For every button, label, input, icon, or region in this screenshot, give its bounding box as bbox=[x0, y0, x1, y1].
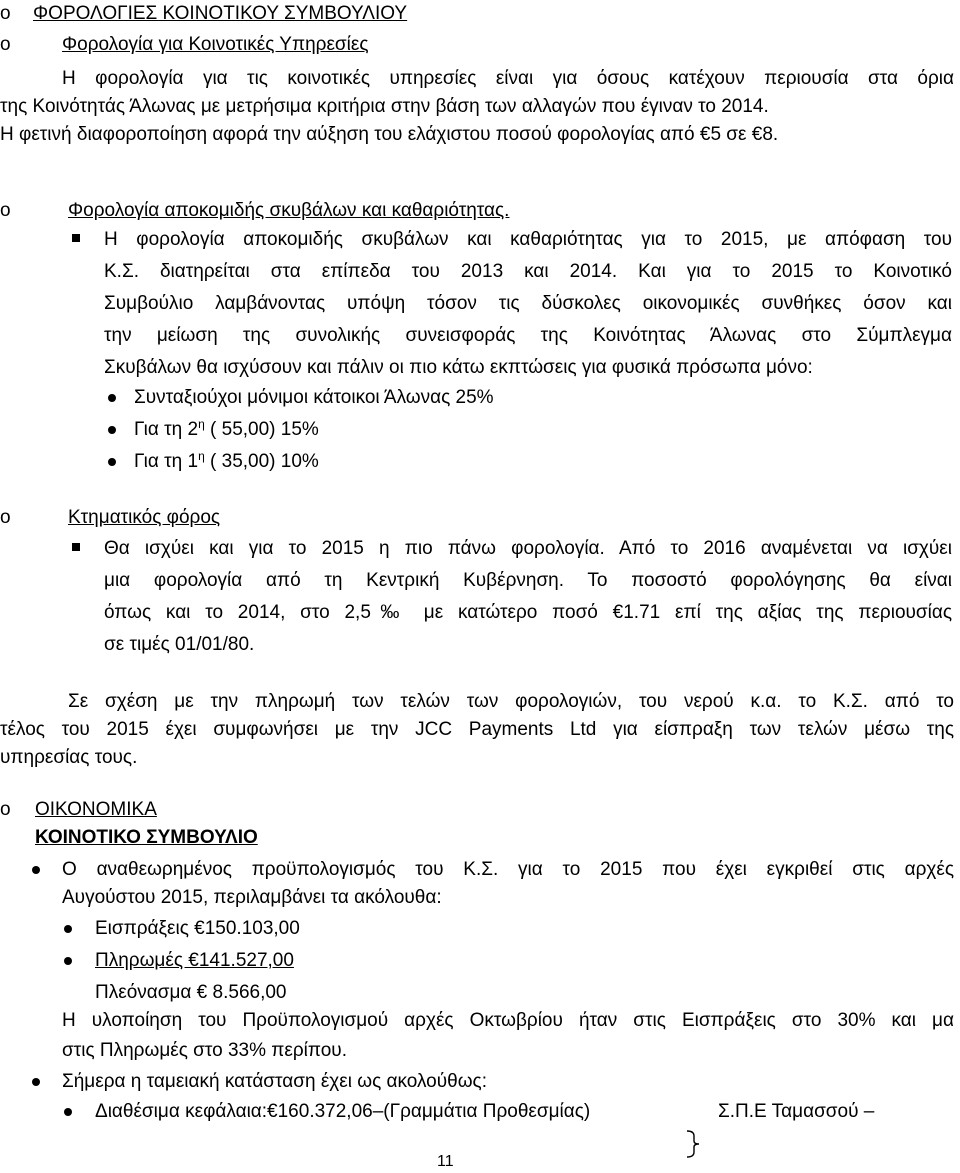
square-bullet-icon bbox=[72, 543, 80, 551]
list-marker: o bbox=[0, 200, 11, 221]
bullet-icon bbox=[64, 925, 72, 933]
subheading-community-services: Φορολογία για Κοινοτικές Υπηρεσίες bbox=[62, 34, 369, 55]
bullet-icon bbox=[108, 458, 116, 466]
bullet-icon bbox=[32, 1078, 40, 1086]
paragraph-line: Ο αναθεωρημένος προϋπολογισμός του Κ.Σ. για το 2015 που έχει εγκριθεί στις αρχές bbox=[62, 859, 954, 880]
section-heading-taxes: ΦΟΡΟΛΟΓΙΕΣ ΚΟΙΝΟΤΙΚΟΥ ΣΥΜΒΟΥΛΙΟΥ bbox=[33, 3, 408, 24]
subheading-waste-collection: Φορολογία αποκομιδής σκυβάλων και καθαριότητας. bbox=[68, 200, 510, 221]
curly-brace-icon bbox=[684, 1130, 702, 1158]
paragraph-line: Η φετινή διαφοροποίηση αφορά την αύξηση του ελάχιστου ποσού φορολογίας από €5 σε €8. bbox=[0, 124, 779, 145]
bullet-icon bbox=[32, 866, 40, 874]
bank-name: Σ.Π.Ε Ταμασσού – bbox=[718, 1101, 875, 1122]
paragraph-line: υπηρεσίας τους. bbox=[0, 747, 138, 768]
paragraph-line: μια φορολογία από τη Κεντρική Κυβέρνηση. Το ποσοστό φορολόγησης θα είναι bbox=[104, 570, 952, 591]
paragraph-line: Αυγούστου 2015, περιλαμβάνει τα ακόλουθα: bbox=[62, 887, 442, 908]
paragraph-line: Σκυβάλων θα ισχύσουν και πάλιν οι πιο κάτω εκπτώσεις για φυσικά πρόσωπα μόνο: bbox=[104, 357, 813, 378]
square-bullet-icon bbox=[72, 234, 80, 242]
list-marker: o bbox=[0, 799, 11, 820]
paragraph-line: Συμβούλιο λαμβάνοντας υπόψη τόσον τις δύσκολες οικονομικές συνθήκες όσον και bbox=[104, 293, 952, 314]
list-marker: o bbox=[0, 507, 11, 528]
paragraph-line: Σε σχέση με την πληρωμή των τελών των φορολογιών, του νερού κ.α. το Κ.Σ. από το bbox=[68, 691, 954, 712]
page-number: 11 bbox=[437, 1153, 454, 1170]
section-heading-financials: ΟΙΚΟΝΟΜΙΚΑ bbox=[35, 799, 157, 820]
bullet-icon bbox=[64, 1108, 72, 1116]
paragraph-line: Η φορολογία αποκομιδής σκυβάλων και καθαριότητας για το 2015, με απόφαση του bbox=[104, 229, 952, 250]
available-capital: Διαθέσιμα κεφάλαια:€160.372,06–(Γραμμάτια Προθεσμίας) bbox=[95, 1101, 591, 1122]
bullet-icon bbox=[108, 394, 116, 402]
bullet-icon bbox=[64, 957, 72, 965]
paragraph-line: την μείωση της συνολικής συνεισφοράς της Κοινότητας Άλωνας στο Σύμπλεγμα bbox=[104, 325, 952, 346]
paragraph-line: Κ.Σ. διατηρείται στα επίπεδα του 2013 και 2014. Και για το 2015 το Κοινοτικό bbox=[104, 261, 952, 282]
paragraph-line: σε τιμές 01/01/80. bbox=[104, 634, 255, 655]
bullet-icon bbox=[108, 426, 116, 434]
paragraph-line: στις Πληρωμές στο 33% περίπου. bbox=[62, 1040, 347, 1061]
list-marker: o bbox=[0, 3, 11, 24]
paragraph-line: Θα ισχύει και για το 2015 η πιο πάνω φορολογία. Από το 2016 αναμένεται να ισχύει bbox=[104, 538, 952, 559]
paragraph-line: της Κοινότητάς Άλωνας με μετρήσιμα κριτήρια στην βάση των αλλαγών που έγιναν το 2014. bbox=[0, 96, 769, 117]
paragraph-line: όπως και το 2014, στο 2,5‰ με κατώτερο ποσό €1.71 επί της αξίας της περιουσίας bbox=[104, 602, 952, 623]
paragraph-line: Η υλοποίηση του Προϋπολογισμού αρχές Οκτωβρίου ήταν στις Εισπράξεις στο 30% και μα bbox=[62, 1010, 954, 1031]
discount-item: Για τη $2^\eta$ ( 55,00) 15% bbox=[134, 417, 319, 440]
budget-receipts: Εισπράξεις €150.103,00 bbox=[95, 918, 300, 939]
paragraph-line: Η φορολογία για τις κοινοτικές υπηρεσίες είναι για όσους κατέχουν περιουσία στα όρια bbox=[62, 68, 954, 89]
list-marker: o bbox=[0, 34, 11, 55]
discount-item: Για τη $1^\eta$ ( 35,00) 10% bbox=[134, 449, 319, 472]
discount-item: Συνταξιούχοι μόνιμοι κάτοικοι Άλωνας 25% bbox=[134, 387, 494, 408]
subheading-property-tax: Κτηματικός φόρος bbox=[68, 507, 221, 528]
paragraph-line: Σήμερα η ταμειακή κατάσταση έχει ως ακολούθως: bbox=[62, 1071, 487, 1092]
budget-payments: Πληρωμές €141.527,00 bbox=[95, 950, 294, 971]
paragraph-line: τέλος του 2015 έχει συμφωνήσει με την JCC Payments Ltd για είσπραξη των τελών μέσω της bbox=[0, 719, 954, 740]
budget-surplus: Πλεόνασμα € 8.566,00 bbox=[95, 982, 287, 1003]
subheading-community-council: ΚΟΙΝΟΤΙΚΟ ΣΥΜΒΟΥΛΙΟ bbox=[35, 827, 258, 848]
